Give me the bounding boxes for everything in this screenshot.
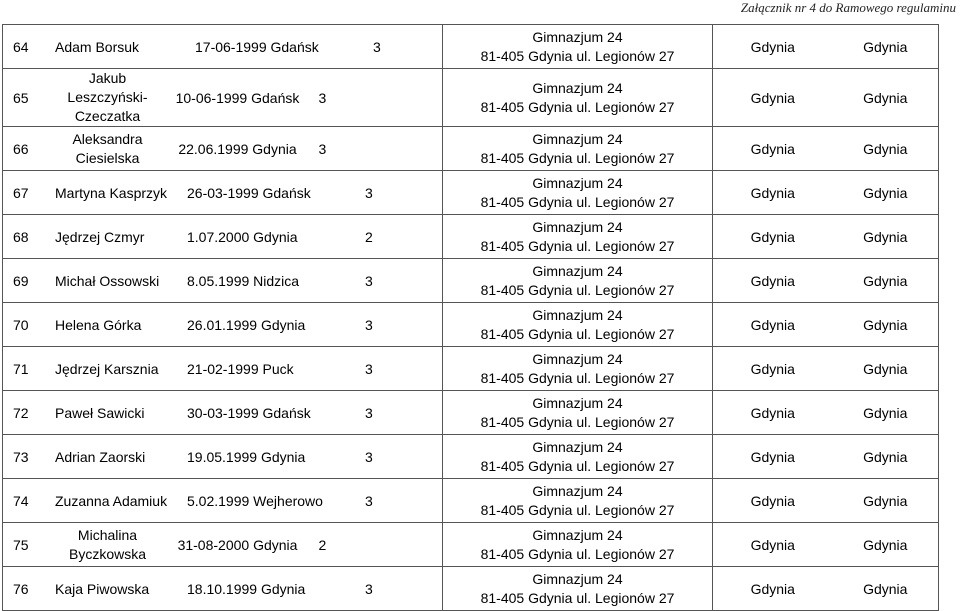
city-cell: Gdynia [713,25,833,69]
school-name: Gimnazjum 24 [532,526,623,543]
row-number: 71 [13,360,29,377]
school-name: Gimnazjum 24 [532,438,623,455]
city-cell: Gdynia [833,303,939,347]
row-number: 74 [13,492,29,509]
row-number: 69 [13,272,29,289]
school-address: 81-405 Gdynia ul. Legionów 27 [480,501,675,518]
class-number: 3 [365,580,373,597]
student-name: Michalina Byczkowska [53,523,163,567]
class-number: 3 [373,38,381,55]
school-address: 81-405 Gdynia ul. Legionów 27 [480,413,675,430]
table-row [3,303,939,347]
student-name: Jędrzej Czmyr [55,228,145,245]
row-number: 76 [13,580,29,597]
school-address: 81-405 Gdynia ul. Legionów 27 [480,369,675,386]
birth-date-place: 30-03-1999 Gdańsk [187,404,311,421]
table-row [3,479,939,523]
city-cell: Gdynia [713,391,833,435]
birth-date-place: 22.06.1999 Gdynia [163,127,313,171]
city-cell: Gdynia [713,567,833,611]
table-row [3,347,939,391]
city-cell: Gdynia [833,479,939,523]
student-name: Jakub Leszczyński-Czeczatka [53,69,163,127]
school-address: 81-405 Gdynia ul. Legionów 27 [480,237,675,254]
class-number: 3 [365,492,373,509]
class-number: 3 [365,316,373,333]
table-row [3,171,939,215]
table-body [3,25,939,611]
birth-date-place: 1.07.2000 Gdynia [187,228,298,245]
city-cell: Gdynia [833,215,939,259]
school-address: 81-405 Gdynia ul. Legionów 27 [480,98,675,115]
birth-date-place: 10-06-1999 Gdańsk [163,69,313,127]
student-name: Martyna Kasprzyk [55,184,168,201]
student-name: Jędrzej Karsznia [55,360,159,377]
birth-date-place: 31-08-2000 Gdynia [163,523,313,567]
table-row [3,127,939,171]
row-number: 66 [3,127,53,171]
city-cell: Gdynia [713,435,833,479]
school-address: 81-405 Gdynia ul. Legionów 27 [480,325,675,342]
row-number: 68 [13,228,29,245]
table-row [3,215,939,259]
school-cell [443,523,713,567]
school-name: Gimnazjum 24 [532,262,623,279]
city-cell: Gdynia [833,259,939,303]
school-address: 81-405 Gdynia ul. Legionów 27 [480,47,675,64]
school-name: Gimnazjum 24 [532,28,623,45]
city-cell: Gdynia [713,259,833,303]
city-cell: Gdynia [833,69,939,127]
city-cell: Gdynia [713,347,833,391]
student-name: Adrian Zaorski [55,448,146,465]
city-cell: Gdynia [833,391,939,435]
class-number: 3 [313,69,443,127]
school-cell [443,391,713,435]
table-row [3,259,939,303]
school-name: Gimnazjum 24 [532,350,623,367]
class-number: 3 [365,404,373,421]
class-number: 3 [365,272,373,289]
school-cell [443,479,713,523]
school-cell [443,303,713,347]
row-number: 72 [13,404,29,421]
row-number: 65 [3,69,53,127]
student-name: Helena Górka [55,316,142,333]
row-number: 67 [13,184,29,201]
school-cell [443,259,713,303]
row-number: 73 [13,448,29,465]
school-name: Gimnazjum 24 [532,130,623,147]
birth-date-place: 26-03-1999 Gdańsk [187,184,311,201]
school-name: Gimnazjum 24 [532,394,623,411]
school-cell [443,69,713,127]
school-cell [443,347,713,391]
school-name: Gimnazjum 24 [532,174,623,191]
table-row [3,567,939,611]
city-cell: Gdynia [713,127,833,171]
city-cell: Gdynia [713,479,833,523]
student-name: Kaja Piwowska [55,580,150,597]
student-name: Adam Borsuk [55,38,140,55]
city-cell: Gdynia [713,69,833,127]
participants-table [2,24,939,611]
student-name: Michał Ossowski [55,272,160,289]
school-cell [443,127,713,171]
city-cell: Gdynia [833,127,939,171]
city-cell: Gdynia [833,523,939,567]
table-row [3,523,939,567]
school-cell [443,171,713,215]
city-cell: Gdynia [713,303,833,347]
student-name: Paweł Sawicki [55,404,145,421]
row-number: 64 [13,38,29,55]
city-cell: Gdynia [833,347,939,391]
school-address: 81-405 Gdynia ul. Legionów 27 [480,457,675,474]
birth-date-place: 18.10.1999 Gdynia [187,580,306,597]
birth-date-place: 5.02.1999 Wejherowo [187,492,323,509]
birth-date-place: 19.05.1999 Gdynia [187,448,306,465]
class-number: 3 [313,127,443,171]
city-cell: Gdynia [713,215,833,259]
school-address: 81-405 Gdynia ul. Legionów 27 [480,281,675,298]
row-number: 70 [13,316,29,333]
school-cell [443,215,713,259]
row-number: 75 [3,523,53,567]
birth-date-place: 21-02-1999 Puck [187,360,294,377]
page-header-note: Załącznik nr 4 do Ramowego regulaminu [740,0,956,15]
school-name: Gimnazjum 24 [532,79,623,96]
table-row [3,391,939,435]
student-name: Zuzanna Adamiuk [55,492,168,509]
school-address: 81-405 Gdynia ul. Legionów 27 [480,193,675,210]
school-cell [443,435,713,479]
school-name: Gimnazjum 24 [532,218,623,235]
school-cell [443,567,713,611]
table-row [3,69,939,127]
city-cell: Gdynia [713,523,833,567]
school-name: Gimnazjum 24 [532,570,623,587]
city-cell: Gdynia [833,567,939,611]
school-name: Gimnazjum 24 [532,306,623,323]
birth-date-place: 26.01.1999 Gdynia [187,316,306,333]
school-address: 81-405 Gdynia ul. Legionów 27 [480,545,675,562]
city-cell: Gdynia [833,435,939,479]
school-address: 81-405 Gdynia ul. Legionów 27 [480,149,675,166]
city-cell: Gdynia [713,171,833,215]
city-cell: Gdynia [833,25,939,69]
class-number: 2 [365,228,373,245]
class-number: 3 [365,184,373,201]
class-number: 2 [313,523,443,567]
table-row [3,25,939,69]
city-cell: Gdynia [833,171,939,215]
birth-date-place: 8.05.1999 Nidzica [187,272,300,289]
class-number: 3 [365,448,373,465]
table-row [3,435,939,479]
student-name: Aleksandra Ciesielska [53,127,163,171]
school-name: Gimnazjum 24 [532,482,623,499]
birth-date-place: 17-06-1999 Gdańsk [195,38,319,55]
class-number: 3 [365,360,373,377]
school-cell [443,25,713,69]
school-address: 81-405 Gdynia ul. Legionów 27 [480,589,675,606]
